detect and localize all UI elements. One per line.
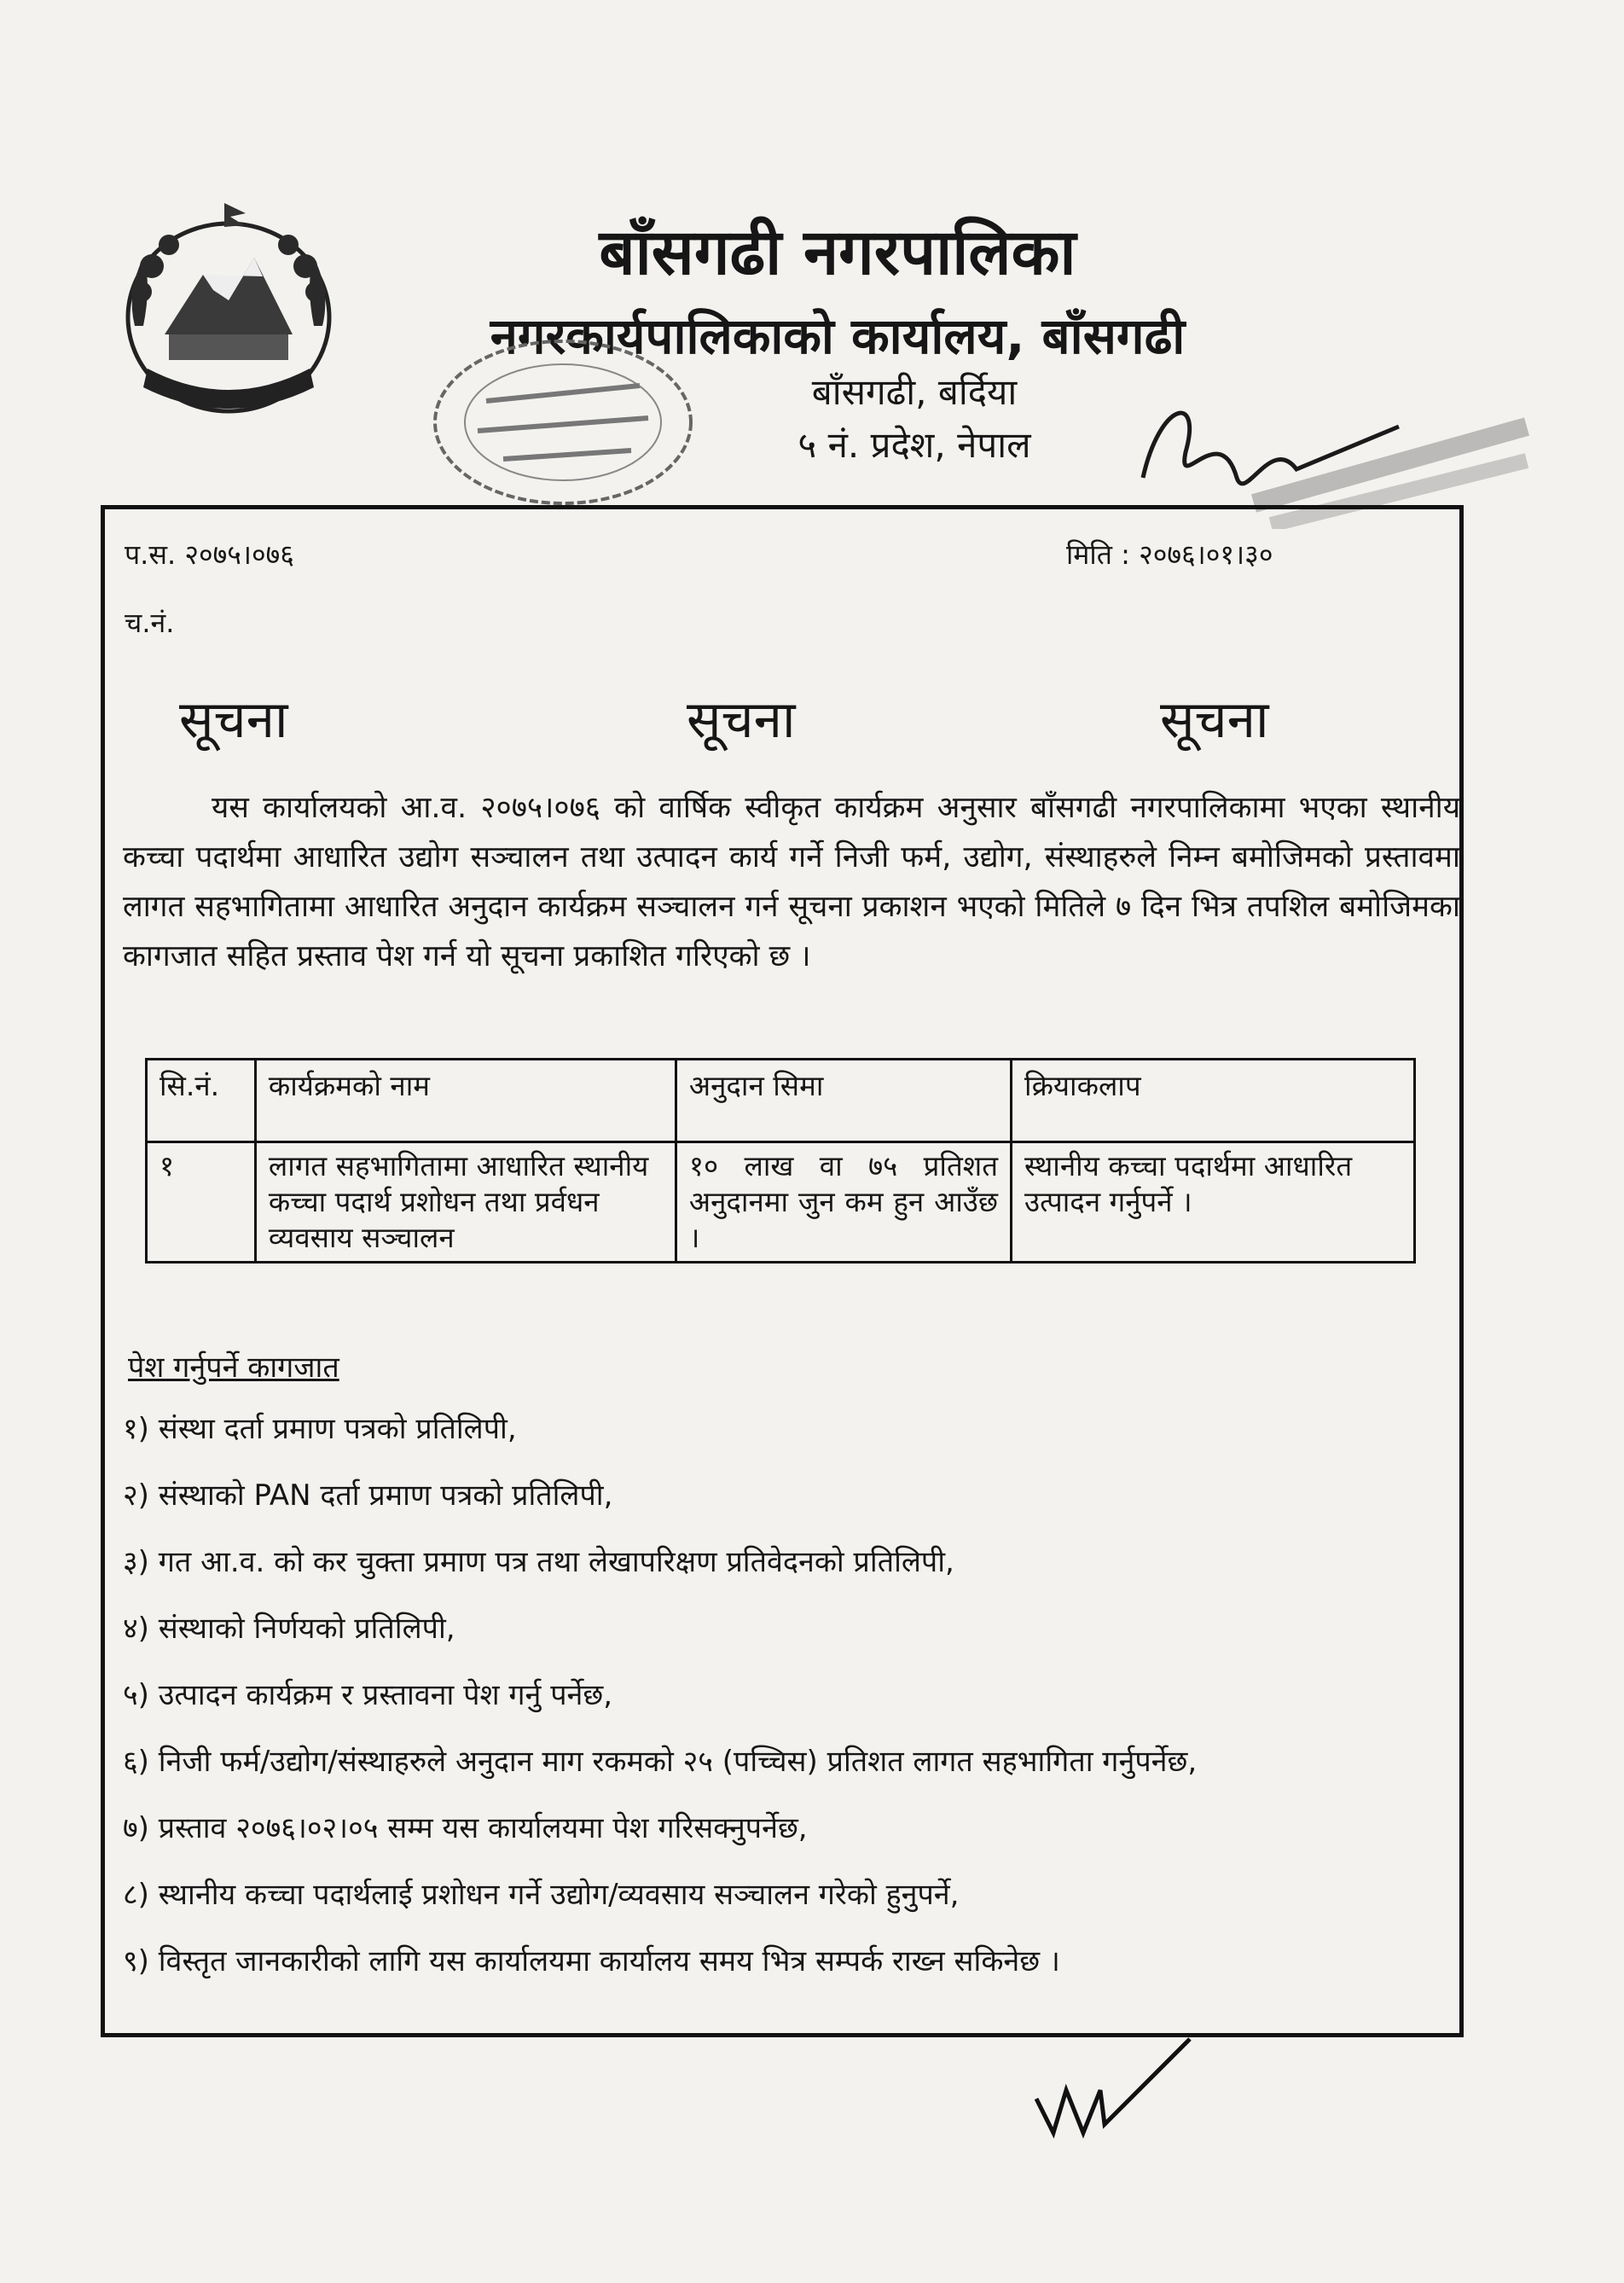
column-header: सि.नं. xyxy=(147,1060,256,1142)
program-table xyxy=(145,1058,1416,1263)
signature-icon xyxy=(1019,2030,1224,2141)
list-item: ६) निजी फर्म/उद्योग/संस्थाहरुले अनुदान माग रकमको २५ (पच्चिस) प्रतिशत लागत सहभागिता गर्नुपर्नेछ, xyxy=(123,1745,1198,1779)
reference-number: प.स. २०७५।०७६ xyxy=(125,538,294,571)
activity-cell: स्थानीय कच्चा पदार्थमा आधारित उत्पादन गर्नुपर्ने । xyxy=(1012,1142,1415,1263)
serial-number-cell: १ xyxy=(147,1142,256,1263)
office-seal-icon xyxy=(426,333,699,512)
notice-body: यस कार्यालयको आ.व. २०७५।०७६ को वार्षिक स्वीकृत कार्यक्रम अनुसार बाँसगढी नगरपालिकामा भएका स्थानीय कच्चा पदार्थमा आधारित उद्योग सञ्चालन तथा उत्पादन कार्य गर्ने निजी फर्म, उद्योग, संस्थाहरुले निम्न बमोजिमको प्रस्तावमा लागत सहभागितामा आधारित अनुदान कार्यक्रम सञ्चालन गर्न सूचना प्रकाशन भएको मितिले ७ दिन भित्र तपशिल बमोजिमका कागजात सहित प्रस्ताव पेश गर्न यो सूचना प्रकाशित गरिएको छ । xyxy=(123,791,1460,973)
notice-title: सूचना xyxy=(179,690,288,750)
list-item: ५) उत्पादन कार्यक्रम र प्रस्तावना पेश गर्नु पर्नेछ, xyxy=(123,1678,613,1712)
list-item: ३) गत आ.व. को कर चुक्ता प्रमाण पत्र तथा लेखापरिक्षण प्रतिवेदनको प्रतिलिपी, xyxy=(123,1545,954,1579)
list-item: ९) विस्तृत जानकारीको लागि यस कार्यालयमा कार्यालय समय भित्र सम्पर्क राख्न सकिनेछ । xyxy=(123,1944,1060,1978)
column-header: कार्यक्रमको नाम xyxy=(255,1060,676,1142)
notice-title: सूचना xyxy=(687,690,796,750)
address-line-2: ५ नं. प्रदेश, नेपाल xyxy=(798,424,1031,466)
address-line-1: बाँसगढी, बर्दिया xyxy=(811,371,1018,413)
list-item: २) संस्थाको PAN दर्ता प्रमाण पत्रको प्रतिलिपी, xyxy=(123,1478,613,1513)
program-name-cell: लागत सहभागितामा आधारित स्थानीय कच्चा पदार्थ प्रशोधन तथा प्रर्वधन व्यवसाय सञ्चालन xyxy=(255,1142,676,1263)
notice-date: मिति : २०७६।०१।३० xyxy=(1066,538,1273,571)
municipality-name: बाँसगढी नगरपालिका xyxy=(599,216,1076,289)
grant-limit-cell: १० लाख वा ७५ प्रतिशत अनुदानमा जुन कम हुन आउँछ । xyxy=(676,1142,1011,1263)
column-header: अनुदान सिमा xyxy=(676,1060,1011,1142)
list-item: ८) स्थानीय कच्चा पदार्थलाई प्रशोधन गर्ने उद्योग/व्यवसाय सञ्चालन गरेको हुनुपर्ने, xyxy=(123,1878,960,1912)
list-item: ४) संस्थाको निर्णयको प्रतिलिपी, xyxy=(123,1612,455,1646)
documents-heading: पेश गर्नुपर्ने कागजात xyxy=(128,1351,339,1385)
column-header: क्रियाकलाप xyxy=(1012,1060,1415,1142)
list-item: ७) प्रस्ताव २०७६।०२।०५ सम्म यस कार्यालयमा पेश गरिसक्नुपर्नेछ, xyxy=(123,1811,808,1845)
table-header-row xyxy=(147,1060,1415,1142)
table-row xyxy=(147,1142,1415,1263)
notice-title: सूचना xyxy=(1160,690,1269,750)
dispatch-number: च.नं. xyxy=(125,607,175,639)
list-item: १) संस्था दर्ता प्रमाण पत्रको प्रतिलिपी, xyxy=(123,1412,517,1446)
office-name: नगरकार्यपालिकाको कार्यालय, बाँसगढी xyxy=(490,307,1186,365)
